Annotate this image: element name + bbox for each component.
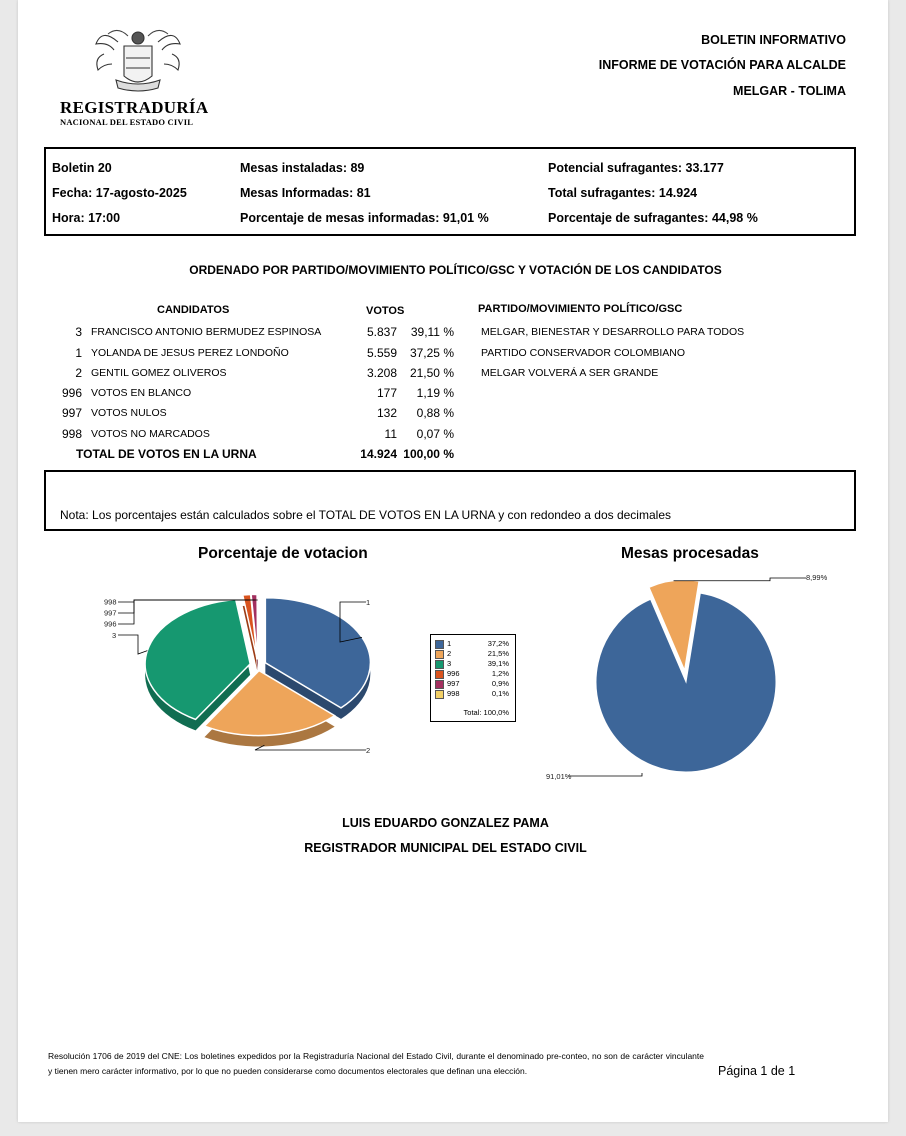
bulletin-title: BOLETIN INFORMATIVO [701, 33, 846, 47]
legend-value: 39,1% [487, 659, 509, 668]
location-title: MELGAR - TOLIMA [733, 84, 846, 98]
legend-value: 0,1% [491, 689, 509, 698]
bulletin-info-box [44, 147, 856, 236]
candidate-votes: 11 [384, 427, 397, 441]
table-row [18, 406, 888, 426]
registraduria-logo [58, 24, 218, 128]
table-row [18, 427, 888, 447]
total-percent: 100,00 % [403, 447, 454, 461]
table-row [18, 346, 888, 366]
legend-key: 2 [447, 649, 452, 658]
candidate-percent: 39,11 % [410, 325, 454, 339]
col-partido: PARTIDO/MOVIMIENTO POLÍTICO/GSC [478, 303, 683, 315]
leader-line-procesadas [568, 773, 642, 776]
bulletin-time: Hora: 17:00 [52, 211, 121, 225]
mesas-chart-title: Mesas procesadas [621, 545, 759, 562]
legend-value: 37,2% [487, 639, 509, 648]
total-row [18, 447, 888, 467]
candidate-number: 3 [75, 325, 82, 339]
logo-name: REGISTRADURÍA [60, 98, 209, 117]
candidate-votes: 3.208 [366, 366, 397, 380]
slice-label-996: 996 [104, 619, 117, 629]
candidate-party: MELGAR, BIENESTAR Y DESARROLLO PARA TODOS [481, 326, 745, 338]
candidate-percent: 0,88 % [416, 406, 454, 420]
candidate-votes: 5.837 [366, 325, 397, 339]
section-title: ORDENADO POR PARTIDO/MOVIMIENTO POLÍTICO/GSC Y VOTACIÓN DE LOS CANDIDATOS [189, 263, 722, 277]
porcentaje-mesas: Porcentaje de mesas informadas: 91,01 % [240, 211, 489, 225]
candidate-name: FRANCISCO ANTONIO BERMUDEZ ESPINOSA [91, 326, 322, 338]
table-row [18, 366, 888, 386]
candidate-votes: 5.559 [366, 346, 397, 360]
candidate-name: VOTOS NO MARCADOS [91, 428, 210, 440]
note-text: Nota: Los porcentajes están calculados sobre el TOTAL DE VOTOS EN LA URNA y con redondeo a dos decimales [60, 508, 671, 522]
candidate-percent: 0,07 % [416, 427, 454, 441]
mesas-informadas: Mesas Informadas: 81 [240, 186, 371, 200]
vote-chart-title: Porcentaje de votacion [198, 545, 368, 562]
candidate-votes: 177 [376, 386, 397, 400]
slice-label-997: 997 [104, 608, 117, 618]
legend-key: 997 [447, 679, 460, 688]
candidate-number: 998 [61, 427, 82, 441]
candidate-name: VOTOS EN BLANCO [91, 387, 192, 399]
table-row [18, 325, 888, 345]
candidate-percent: 21,50 % [409, 366, 454, 380]
candidate-number: 996 [61, 386, 82, 400]
col-candidatos: CANDIDATOS [157, 304, 230, 316]
slice-label-2: 2 [366, 746, 371, 755]
table-row [18, 386, 888, 406]
logo-subtitle: NACIONAL DEL ESTADO CIVIL [60, 117, 194, 127]
bulletin-number: Boletin 20 [52, 161, 112, 175]
report-title: INFORME DE VOTACIÓN PARA ALCALDE [598, 58, 846, 72]
legend-key: 996 [447, 669, 460, 678]
slice-label-3: 3 [112, 631, 117, 640]
mesas-instaladas: Mesas instaladas: 89 [240, 161, 365, 175]
legend-key: 998 [447, 689, 460, 698]
candidate-percent: 37,25 % [409, 346, 454, 360]
legend-value: 0,9% [491, 679, 509, 688]
legend-value: 1,2% [491, 669, 509, 678]
candidate-name: VOTOS NULOS [91, 407, 167, 419]
bulletin-date: Fecha: 17-agosto-2025 [52, 186, 187, 200]
candidate-party: MELGAR VOLVERÁ A SER GRANDE [481, 367, 659, 379]
bulletin-page [18, 0, 888, 1122]
registrar-name: LUIS EDUARDO GONZALEZ PAMA [342, 816, 549, 830]
potencial-sufragantes: Potencial sufragantes: 33.177 [548, 161, 724, 175]
registrar-title: REGISTRADOR MUNICIPAL DEL ESTADO CIVIL [304, 841, 587, 855]
total-label: TOTAL DE VOTOS EN LA URNA [76, 447, 257, 461]
mesas-pie-chart [18, 560, 888, 810]
candidate-name: GENTIL GOMEZ OLIVEROS [91, 367, 227, 379]
legal-disclaimer: Resolución 1706 de 2019 del CNE: Los boletines expedidos por la Registraduría Nacional del Estado Civil, durante el denominado pre-conteo, no son de carácter vinculante y tienen mero carácter informativo, por lo que no pueden considerarse como documentos electorales que definan una elección. [48, 1051, 704, 1076]
legend-key: 1 [447, 639, 452, 648]
candidate-name: YOLANDA DE JESUS PEREZ LONDOÑO [91, 347, 289, 359]
mesas-label-procesadas: 91,01% [546, 772, 572, 781]
legend-total: Total: 100,0% [463, 708, 509, 717]
col-votos: VOTOS [366, 305, 405, 317]
total-sufragantes: Total sufragantes: 14.924 [548, 186, 698, 200]
slice-label-998: 998 [104, 597, 117, 607]
candidate-votes: 132 [376, 406, 397, 420]
mesas-label-no-procesadas: 8,99% [806, 573, 828, 582]
total-votes: 14.924 [360, 447, 397, 461]
legend-key: 3 [447, 659, 452, 668]
candidate-number: 1 [75, 346, 82, 360]
slice-label-1: 1 [366, 598, 371, 607]
note-box [44, 470, 856, 531]
candidate-percent: 1,19 % [416, 386, 454, 400]
candidate-party: PARTIDO CONSERVADOR COLOMBIANO [481, 347, 686, 359]
coat-of-arms-icon [58, 24, 218, 96]
porcentaje-sufragantes: Porcentaje de sufragantes: 44,98 % [548, 211, 758, 225]
candidate-number: 2 [75, 366, 82, 380]
page-number: Página 1 de 1 [718, 1064, 796, 1078]
legend-value: 21,5% [487, 649, 509, 658]
candidate-number: 997 [61, 406, 82, 420]
